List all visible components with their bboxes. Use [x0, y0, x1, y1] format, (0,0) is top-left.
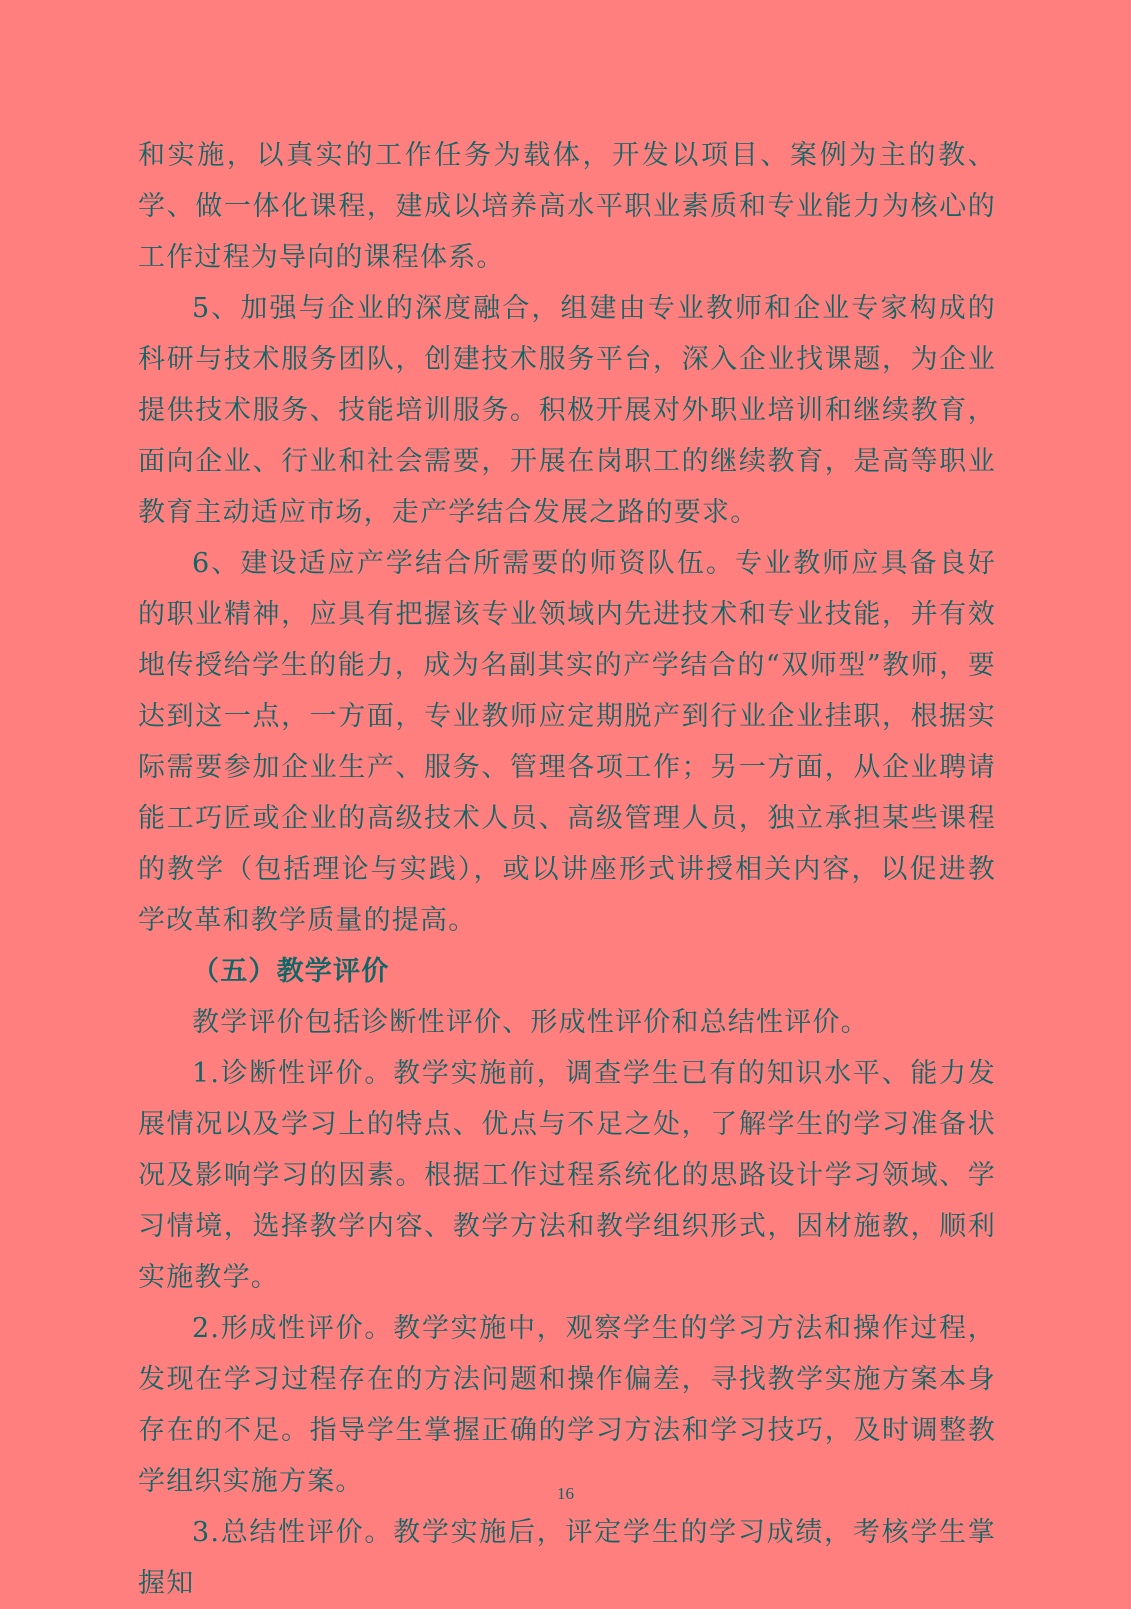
- paragraph-enterprise-integration: 5、加强与企业的深度融合，组建由专业教师和企业专家构成的科研与技术服务团队，创建技术服务平台，深入企业找课题，为企业提供技术服务、技能培训服务。积极开展对外职业培训和继续教育，面向企业、行业和社会需要，开展在岗职工的继续教育，是高等职业教育主动适应市场，走产学结合发展之路的要求。: [138, 293, 996, 528]
- paragraph-diagnostic-evaluation: 1.诊断性评价。教学实施前，调查学生已有的知识水平、能力发展情况以及学习上的特点、优点与不足之处，了解学生的学习准备状况及影响学习的因素。根据工作过程系统化的思路设计学习领域、学习情境，选择教学内容、教学方法和教学组织形式，因材施教，顺利实施教学。: [138, 1058, 996, 1293]
- paragraph-summative-evaluation: 3.总结性评价。教学实施后，评定学生的学习成绩，考核学生掌握知: [138, 1517, 996, 1599]
- paragraph-teaching-staff: 6、建设适应产学结合所需要的师资队伍。专业教师应具备良好的职业精神，应具有把握该专业领域内先进技术和专业技能，并有效地传授给学生的能力，成为名副其实的产学结合的“双师型”教师，要达到这一点，一方面，专业教师应定期脱产到行业企业挂职，根据实际需要参加企业生产、服务、管理各项工作；另一方面，从企业聘请能工巧匠或企业的高级技术人员、高级管理人员，独立承担某些课程的教学（包括理论与实践），或以讲座形式讲授相关内容，以促进教学改革和教学质量的提高。: [138, 548, 996, 936]
- page-number: 16: [557, 1484, 574, 1503]
- section-heading-teaching-evaluation: （五）教学评价: [192, 956, 390, 987]
- paragraph-course-system: 和实施，以真实的工作任务为载体，开发以项目、案例为主的教、学、做一体化课程，建成以培养高水平职业素质和专业能力为核心的工作过程为导向的课程体系。: [138, 140, 996, 273]
- document-body: [138, 130, 996, 1609]
- paragraph-evaluation-intro: 教学评价包括诊断性评价、形成性评价和总结性评价。: [192, 1007, 869, 1038]
- paragraph-formative-evaluation: 2.形成性评价。教学实施中，观察学生的学习方法和操作过程，发现在学习过程存在的方法问题和操作偏差，寻找教学实施方案本身存在的不足。指导学生掌握正确的学习方法和学习技巧，及时调整教学组织实施方案。: [138, 1313, 996, 1497]
